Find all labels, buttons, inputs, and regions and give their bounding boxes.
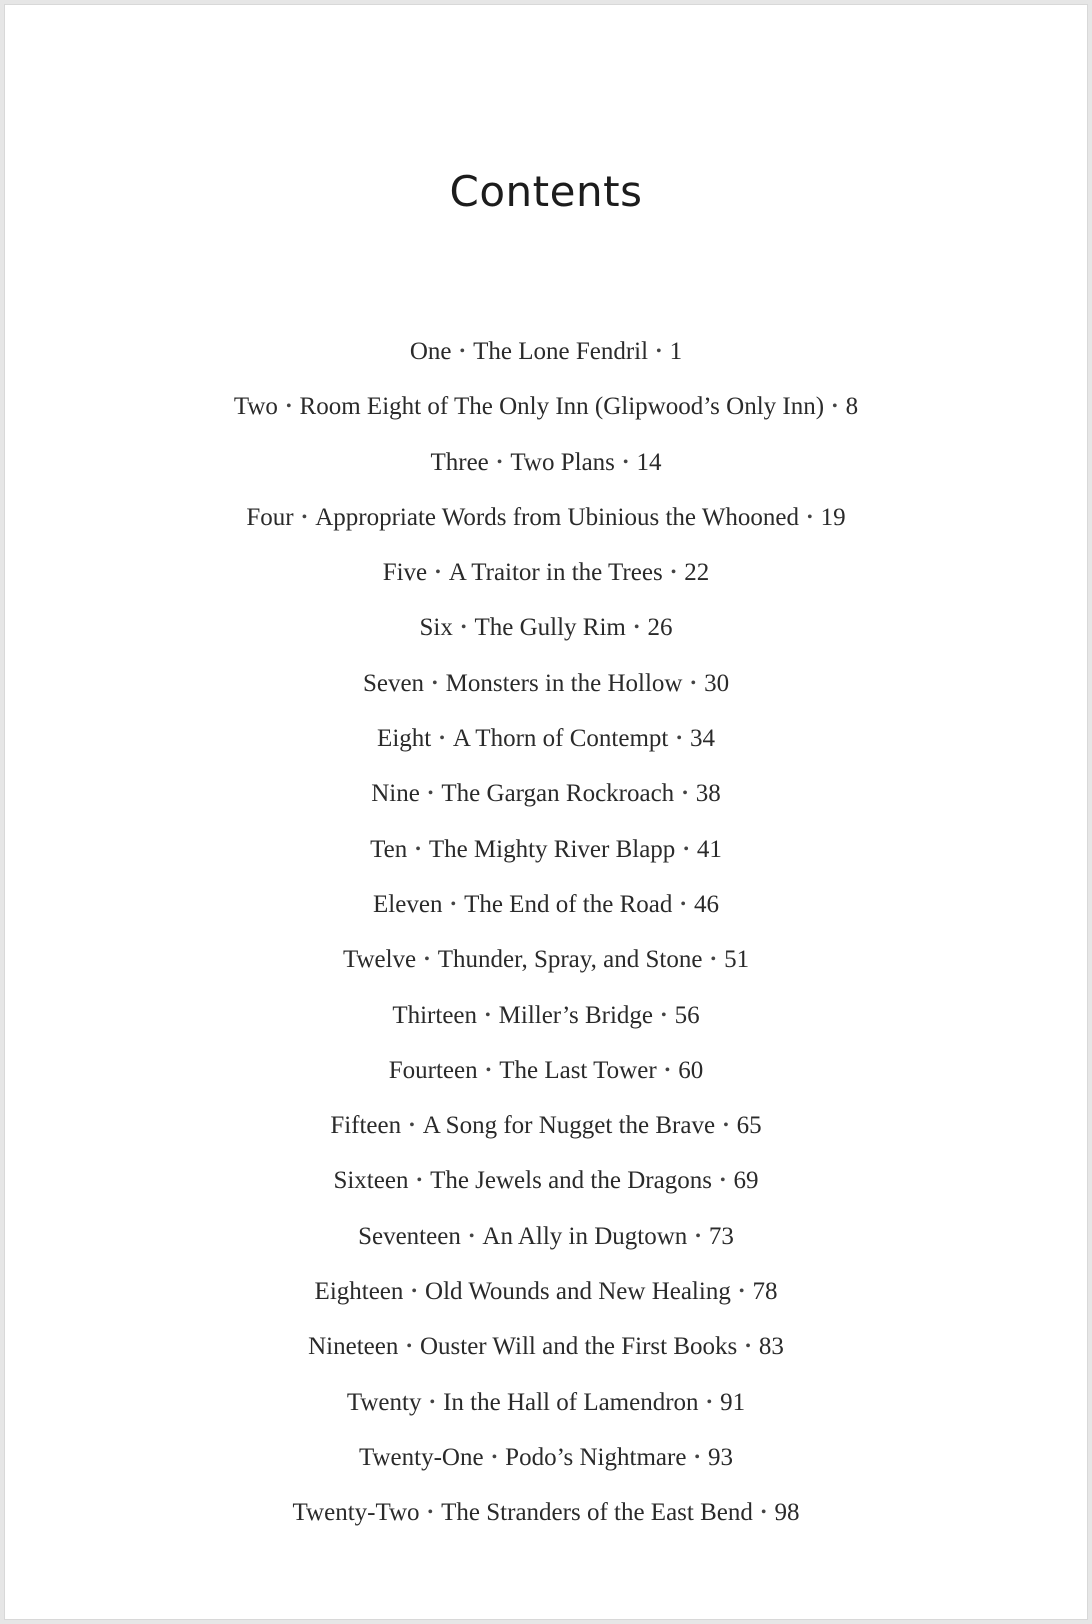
- separator-dot: •: [485, 1061, 492, 1079]
- chapter-number: Eighteen: [314, 1278, 404, 1306]
- separator-dot: •: [427, 1504, 434, 1522]
- separator-dot: •: [656, 343, 662, 360]
- separator-dot: •: [491, 1448, 498, 1466]
- chapter-page: 91: [720, 1388, 746, 1416]
- chapter-title: Two Plans: [510, 448, 615, 476]
- separator-dot: •: [406, 1338, 412, 1356]
- separator-dot: •: [429, 1393, 436, 1411]
- chapter-number: Twenty-Two: [292, 1499, 420, 1527]
- toc-entry[interactable]: [4, 932, 1088, 987]
- chapter-number: Four: [246, 503, 294, 531]
- separator-dot: •: [450, 895, 457, 913]
- chapter-title: Old Wounds and New Healing: [425, 1278, 731, 1306]
- chapter-page: 93: [708, 1443, 734, 1471]
- separator-dot: •: [622, 453, 629, 471]
- book-page: [4, 4, 1088, 1620]
- chapter-number: Seven: [362, 669, 425, 697]
- separator-dot: •: [745, 1338, 751, 1356]
- chapter-number: Thirteen: [392, 1001, 478, 1029]
- chapter-number: Eleven: [373, 890, 443, 918]
- separator-dot: •: [670, 564, 677, 582]
- separator-dot: •: [301, 508, 308, 526]
- toc-entry[interactable]: [4, 1375, 1088, 1430]
- page-title: Contents: [449, 167, 643, 216]
- separator-dot: •: [633, 619, 640, 637]
- separator-dot: •: [485, 1006, 491, 1024]
- chapter-page: 78: [752, 1278, 778, 1306]
- toc-entry[interactable]: [4, 1430, 1088, 1485]
- chapter-number: Two: [233, 393, 278, 421]
- toc-entry[interactable]: [4, 324, 1088, 379]
- toc-entry[interactable]: [4, 766, 1088, 821]
- chapter-number: Twelve: [342, 946, 417, 974]
- separator-dot: •: [807, 508, 813, 526]
- chapter-title: In the Hall of Lamendron: [443, 1388, 699, 1416]
- chapter-title: The Lone Fendril: [473, 338, 649, 365]
- chapter-title: Monsters in the Hollow: [445, 669, 683, 697]
- separator-dot: •: [459, 343, 466, 360]
- chapter-number: Five: [382, 559, 428, 587]
- chapter-title: An Ally in Dugtown: [482, 1222, 688, 1250]
- toc-entry[interactable]: [4, 1098, 1088, 1153]
- chapter-title: The End of the Road: [464, 890, 673, 918]
- separator-dot: •: [682, 785, 688, 803]
- chapter-page: 19: [820, 503, 846, 531]
- toc-entry[interactable]: [4, 656, 1088, 711]
- separator-dot: •: [695, 1227, 701, 1245]
- separator-dot: •: [411, 1283, 418, 1301]
- chapter-page: 65: [736, 1112, 762, 1140]
- chapter-page: 30: [704, 669, 730, 697]
- separator-dot: •: [723, 1117, 729, 1135]
- chapter-number: Nine: [371, 780, 420, 808]
- toc-entry[interactable]: [4, 988, 1088, 1043]
- chapter-number: Eight: [377, 725, 432, 753]
- separator-dot: •: [710, 951, 717, 969]
- toc-entry[interactable]: [4, 1209, 1088, 1264]
- chapter-title: Room Eight of The Only Inn (Glipwood’s Only Inn): [299, 393, 825, 421]
- chapter-page: 22: [684, 559, 710, 587]
- separator-dot: •: [439, 730, 445, 748]
- chapter-page: 1: [669, 338, 683, 365]
- chapter-page: 41: [696, 835, 722, 863]
- chapter-title: The Stranders of the East Bend: [441, 1499, 753, 1527]
- toc-entry[interactable]: [4, 1264, 1088, 1319]
- separator-dot: •: [427, 785, 434, 803]
- chapter-title: Appropriate Words from Ubinious the Whooned: [315, 503, 800, 531]
- separator-dot: •: [694, 1448, 701, 1466]
- toc-entry[interactable]: [4, 379, 1088, 434]
- chapter-title: Podo’s Nightmare: [505, 1443, 687, 1471]
- separator-dot: •: [664, 1061, 671, 1079]
- separator-dot: •: [832, 398, 838, 416]
- toc-entry[interactable]: [4, 877, 1088, 932]
- separator-dot: •: [738, 1283, 745, 1301]
- chapter-title: The Last Tower: [499, 1056, 657, 1084]
- chapter-page: 14: [636, 448, 662, 476]
- separator-dot: •: [690, 674, 697, 692]
- chapter-title: The Jewels and the Dragons: [430, 1167, 712, 1195]
- chapter-number: Twenty: [346, 1388, 422, 1416]
- chapter-number: Fifteen: [330, 1112, 402, 1140]
- chapter-number: Fourteen: [388, 1056, 478, 1084]
- toc-entry[interactable]: [4, 1485, 1088, 1540]
- toc-entry[interactable]: [4, 822, 1088, 877]
- chapter-page: 46: [693, 890, 719, 918]
- separator-dot: •: [416, 1172, 423, 1190]
- chapter-title: Miller’s Bridge: [498, 1001, 654, 1029]
- chapter-page: 38: [695, 780, 721, 808]
- separator-dot: •: [460, 619, 467, 637]
- chapter-page: 34: [689, 725, 715, 753]
- toc-entry[interactable]: [4, 600, 1088, 655]
- separator-dot: •: [435, 564, 441, 582]
- chapter-number: Seventeen: [358, 1222, 461, 1250]
- separator-dot: •: [285, 398, 292, 416]
- toc-entry[interactable]: [4, 1153, 1088, 1208]
- separator-dot: •: [661, 1006, 667, 1024]
- toc-entry[interactable]: [4, 711, 1088, 766]
- chapter-title: The Mighty River Blapp: [428, 835, 676, 863]
- chapter-title: Ouster Will and the First Books: [419, 1333, 738, 1361]
- separator-dot: •: [719, 1172, 726, 1190]
- chapter-number: Six: [419, 614, 453, 642]
- chapter-page: 26: [647, 614, 673, 642]
- chapter-page: 51: [724, 946, 750, 974]
- chapter-number: Ten: [370, 835, 408, 863]
- chapter-number: Three: [430, 448, 489, 476]
- toc-entry[interactable]: [4, 545, 1088, 600]
- separator-dot: •: [468, 1227, 475, 1245]
- chapter-page: 60: [678, 1056, 704, 1084]
- chapter-page: 8: [845, 393, 859, 421]
- chapter-title: A Thorn of Contempt: [452, 725, 669, 753]
- chapter-page: 56: [674, 1001, 700, 1029]
- chapter-title: A Song for Nugget the Brave: [422, 1112, 716, 1140]
- separator-dot: •: [680, 895, 686, 913]
- separator-dot: •: [415, 840, 421, 858]
- toc-entry[interactable]: [4, 490, 1088, 545]
- table-of-contents: [4, 324, 1088, 1541]
- toc-entry[interactable]: [4, 1319, 1088, 1374]
- separator-dot: •: [432, 674, 438, 692]
- separator-dot: •: [409, 1117, 415, 1135]
- separator-dot: •: [496, 453, 503, 471]
- separator-dot: •: [683, 840, 689, 858]
- chapter-title: The Gargan Rockroach: [441, 780, 675, 808]
- separator-dot: •: [424, 951, 430, 969]
- chapter-title: A Traitor in the Trees: [448, 559, 663, 587]
- chapter-number: Nineteen: [308, 1333, 399, 1361]
- toc-entry[interactable]: [4, 1043, 1088, 1098]
- chapter-number: Twenty-One: [358, 1443, 484, 1471]
- separator-dot: •: [706, 1393, 713, 1411]
- toc-entry[interactable]: [4, 435, 1088, 490]
- separator-dot: •: [676, 730, 682, 748]
- chapter-page: 98: [774, 1499, 800, 1527]
- chapter-page: 83: [758, 1333, 784, 1361]
- chapter-page: 73: [708, 1222, 734, 1250]
- chapter-number: Sixteen: [333, 1167, 409, 1195]
- chapter-page: 69: [733, 1167, 759, 1195]
- separator-dot: •: [760, 1504, 767, 1522]
- chapter-title: Thunder, Spray, and Stone: [437, 946, 703, 974]
- chapter-title: The Gully Rim: [474, 614, 626, 642]
- chapter-number: One: [409, 338, 452, 365]
